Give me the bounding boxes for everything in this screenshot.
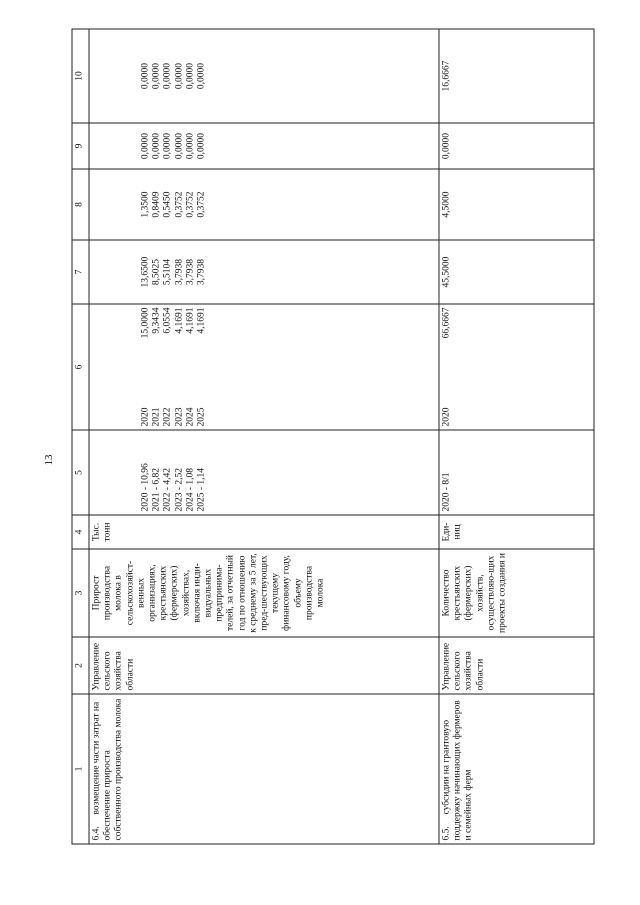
- header-row: [72, 29, 89, 844]
- target-value: 2020 - 10,96: [140, 463, 151, 512]
- amount: 0,0000: [140, 62, 151, 90]
- header-cell: 5: [72, 430, 89, 515]
- amount-cell: [439, 169, 594, 240]
- target-value: 2024 - 1,08: [185, 467, 196, 512]
- amount: 0,3752: [174, 191, 185, 218]
- indicator-text: Прирост производства молока в сельскохозяйст-венных организациях, крестьянских (фермерских) хозяйствах, включая инди-видуальных предпринима-телей, за отчетный год по отношению к среднему за 5 лет, пред-шествующих текущему финансовому году, объему производства молока: [91, 553, 326, 633]
- target-value: 2021 - 6,82: [151, 467, 162, 512]
- unit-text: Еди-ниц: [441, 522, 463, 542]
- row-number: 6.5.: [441, 826, 452, 841]
- amount-cell: [439, 123, 594, 169]
- year: 2022: [162, 407, 173, 427]
- year: 2020: [140, 407, 151, 427]
- amount: 5,5104: [162, 258, 173, 286]
- year: 2025: [196, 407, 207, 427]
- amount: 4,5000: [441, 191, 452, 218]
- year: 2021: [151, 407, 162, 427]
- unit-cell: [439, 515, 594, 549]
- measures-table: [72, 29, 595, 845]
- indicator-text: Количество крестьянских (фермерских) хозяйств, осуществляю-щих проекты создания и: [441, 553, 508, 633]
- target-value: 2020 - 8/1: [441, 472, 452, 512]
- target-values-cell: [89, 430, 439, 515]
- amount: 0,3752: [196, 191, 207, 218]
- amount: 66,6667: [441, 307, 452, 339]
- table-row: [89, 29, 439, 844]
- amount: 15,0000: [140, 307, 151, 339]
- amount: 6,0554: [162, 307, 173, 334]
- table-row: [439, 29, 594, 844]
- unit-cell: [89, 515, 439, 549]
- header-cell: 8: [72, 169, 89, 240]
- amount: 16,6667: [441, 60, 452, 92]
- executor-text: Управление сельского хозяйства области: [91, 642, 136, 691]
- amount: 0,0000: [441, 132, 452, 160]
- amount: 8,5025: [151, 258, 162, 286]
- amount: 0,0000: [151, 132, 162, 160]
- target-value: 2025 - 1,14: [196, 467, 207, 512]
- row-number: 6.4.: [91, 826, 102, 841]
- amount: 0,0000: [162, 132, 173, 160]
- header-cell: 2: [72, 637, 89, 694]
- amount: 0,0000: [196, 62, 207, 90]
- year: 2020: [441, 407, 452, 427]
- amount: 0,0000: [174, 62, 185, 90]
- year-total-cell: [89, 304, 439, 430]
- target-value: 2023 - 2,52: [174, 467, 185, 512]
- amount-cell: [439, 29, 594, 123]
- target-value: 2022 - 4,42: [162, 467, 173, 512]
- header-cell: 6: [72, 304, 89, 430]
- target-values-cell: [439, 430, 594, 515]
- measure-name-cell: [439, 694, 594, 844]
- header-cell: 9: [72, 123, 89, 169]
- year: 2024: [185, 407, 196, 427]
- measure-name: возмещение части затрат на обеспечение прироста собственного производства молока: [91, 698, 124, 841]
- amount: 9,3434: [151, 307, 162, 334]
- amount: 4,1691: [185, 307, 196, 334]
- header-cell: 4: [72, 515, 89, 549]
- amount: 0,0000: [174, 132, 185, 160]
- amount: 1,3500: [140, 191, 151, 218]
- indicator-cell: [439, 549, 594, 637]
- executor-cell: [89, 637, 439, 694]
- amount: 3,7938: [174, 258, 185, 286]
- executor-cell: [439, 637, 594, 694]
- header-cell: 3: [72, 549, 89, 637]
- amount: 0,3752: [185, 191, 196, 218]
- amount: 0,0000: [162, 62, 173, 90]
- amount: 3,7938: [185, 258, 196, 286]
- program-table: [72, 30, 594, 845]
- amount-cell: [89, 29, 439, 123]
- header-cell: 7: [72, 240, 89, 304]
- page-number: 13: [43, 454, 55, 466]
- amount: 13,6500: [140, 256, 151, 288]
- amount: 0,8409: [151, 191, 162, 218]
- amount-cell: [89, 169, 439, 240]
- year-total-cell: [439, 304, 594, 430]
- amount: 4,1691: [196, 307, 207, 334]
- unit-text: Тыс. тонн: [91, 522, 113, 542]
- amount: 0,0000: [196, 132, 207, 160]
- amount-cell: [89, 240, 439, 304]
- amount: 0,0000: [140, 132, 151, 160]
- amount: 3,7938: [196, 258, 207, 286]
- header-cell: 1: [72, 694, 89, 844]
- amount: 0,5450: [162, 191, 173, 218]
- amount: 4,1691: [174, 307, 185, 334]
- amount: 0,0000: [185, 62, 196, 90]
- amount-cell: [89, 123, 439, 169]
- amount: 45,5000: [441, 256, 452, 288]
- indicator-cell: [89, 549, 439, 637]
- amount: 0,0000: [185, 132, 196, 160]
- executor-text: Управление сельского хозяйства области: [441, 642, 486, 691]
- amount-cell: [439, 240, 594, 304]
- measure-name: субсидии на грантовую поддержку начинающих фермеров и семейных ферм: [441, 700, 474, 841]
- measure-name-cell: [89, 694, 439, 844]
- amount: 0,0000: [151, 62, 162, 90]
- year: 2023: [174, 407, 185, 427]
- header-cell: 10: [72, 29, 89, 123]
